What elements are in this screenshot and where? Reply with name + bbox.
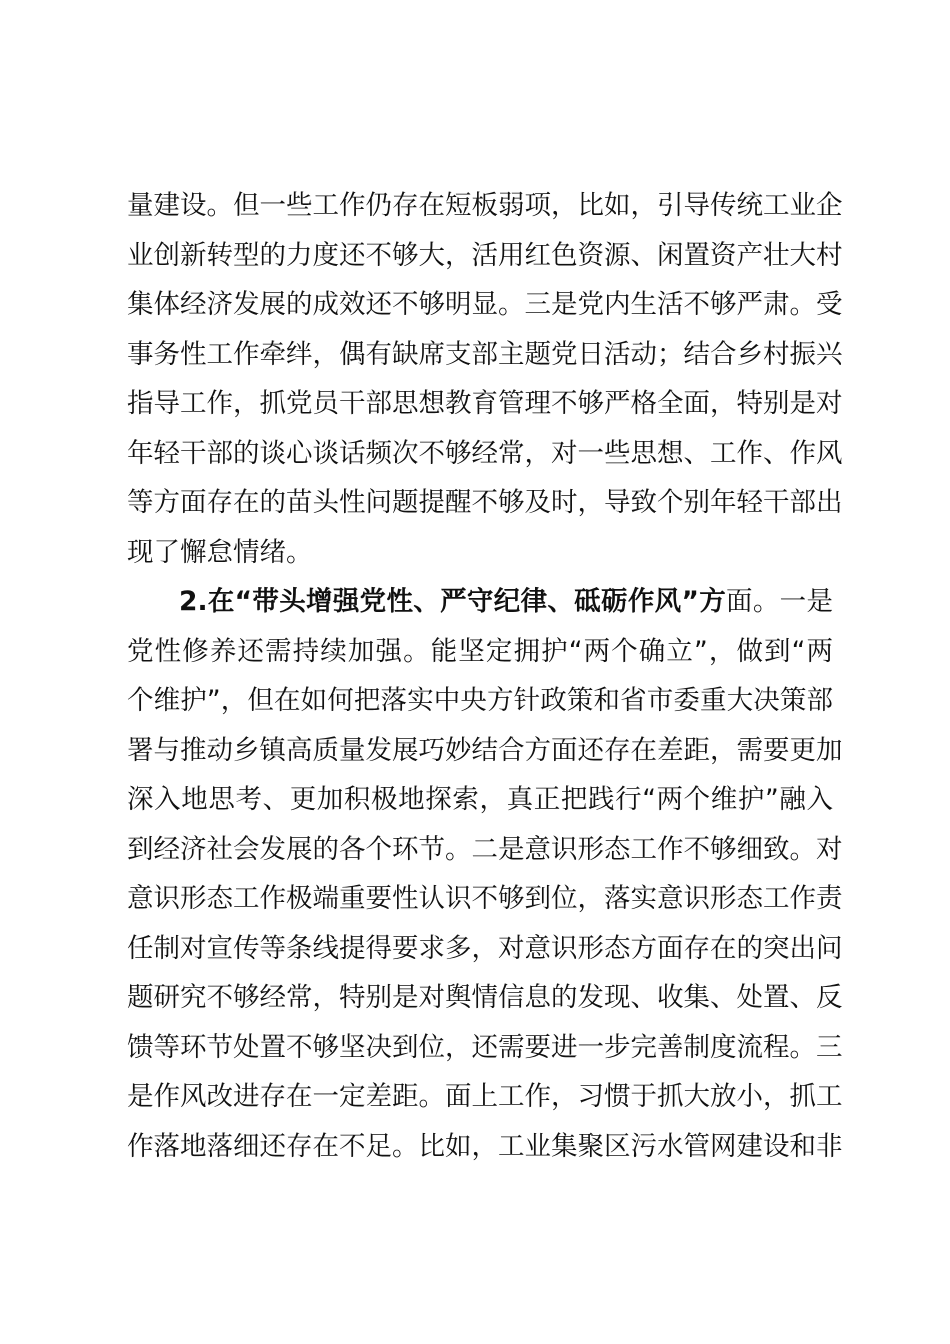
text-line: 指导工作，抓党员干部思想教育管理不够严格全面，特别是对	[127, 388, 843, 419]
text-line: 作落地落细还存在不足。比如，工业集聚区污水管网建设和非	[127, 1130, 843, 1162]
paragraph-2	[127, 577, 843, 1171]
text-line: 到经济社会发展的各个环节。二是意识形态工作不够细致。对	[127, 833, 843, 865]
text-line-with-heading	[127, 577, 833, 627]
paragraph-1	[127, 181, 843, 577]
heading-line-rest: 面。一是	[726, 586, 834, 617]
text-line: 年轻干部的谈心谈话频次不够经常，对一些思想、工作、作风	[127, 437, 843, 469]
text-line: 署与推动乡镇高质量发展巧妙结合方面还存在差距，需要更加	[127, 734, 843, 766]
text-line: 题研究不够经常，特别是对舆情信息的发现、收集、处置、反	[127, 982, 843, 1013]
section-heading: 2.在“带头增强党性、严守纪律、砥砺作风”方	[179, 586, 727, 617]
text-line: 是作风改进存在一定差距。面上工作，习惯于抓大放小，抓工	[127, 1081, 843, 1112]
text-line: 现了懈怠情绪。	[127, 536, 313, 568]
text-line: 任制对宣传等条线提得要求多，对意识形态方面存在的突出问	[127, 932, 843, 964]
body-text	[127, 181, 843, 1171]
text-line: 馈等环节处置不够坚决到位，还需要进一步完善制度流程。三	[127, 1031, 843, 1063]
text-line: 党性修养还需持续加强。能坚定拥护“两个确立”，做到“两	[127, 635, 833, 667]
text-line: 业创新转型的力度还不够大，活用红色资源、闲置资产壮大村	[127, 239, 843, 271]
text-line: 事务性工作牵绊，偶有缺席支部主题党日活动；结合乡村振兴	[127, 338, 843, 370]
text-line: 个维护”，但在如何把落实中央方针政策和省市委重大决策部	[127, 685, 833, 716]
text-line: 深入地思考、更加积极地探索，真正把践行“两个维护”融入	[127, 784, 833, 815]
text-line: 等方面存在的苗头性问题提醒不够及时，导致个别年轻干部出	[127, 487, 843, 518]
text-line: 集体经济发展的成效还不够明显。三是党内生活不够严肃。受	[127, 289, 843, 320]
text-line: 意识形态工作极端重要性认识不够到位，落实意识形态工作责	[127, 883, 843, 914]
text-line: 量建设。但一些工作仍存在短板弱项，比如，引导传统工业企	[127, 190, 843, 221]
